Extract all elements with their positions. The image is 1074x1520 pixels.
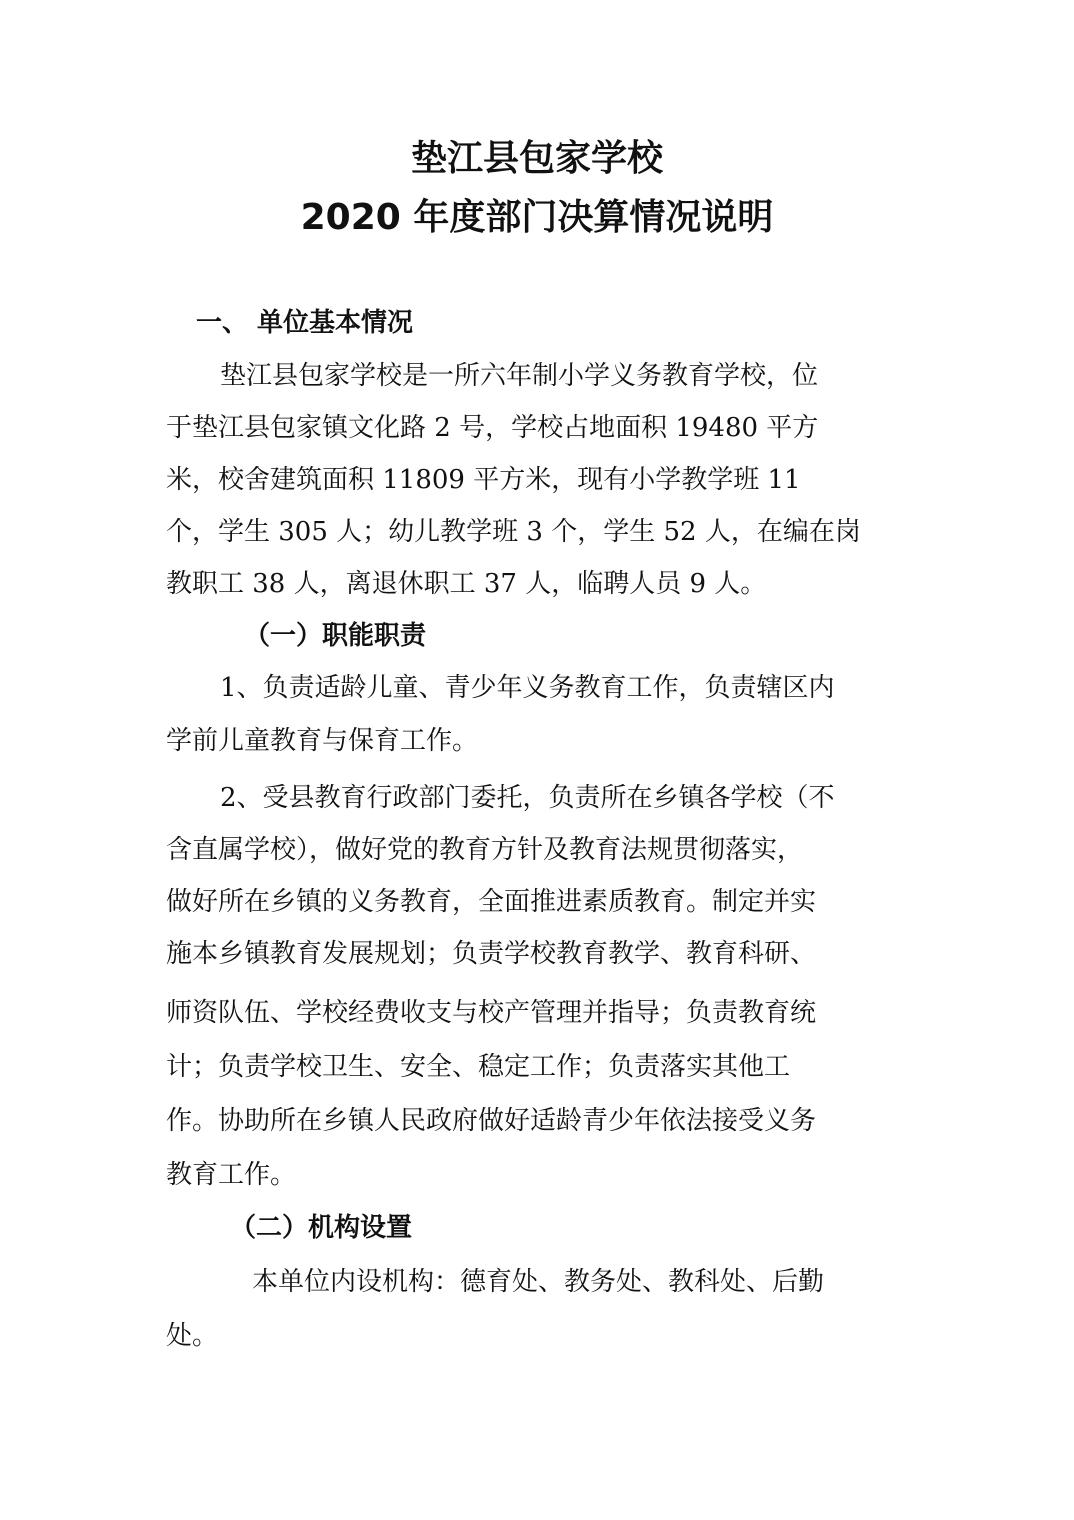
paragraph-line: 教职工 38 人，离退休职工 37 人，临聘人员 9 人。: [166, 569, 767, 599]
document-title-line2: 2020 年度部门决算情况说明: [300, 197, 774, 238]
paragraph-line: 作。协助所在乡镇人民政府做好适龄青少年依法接受义务: [166, 1106, 817, 1136]
paragraph-line: 计；负责学校卫生、安全、稳定工作；负责落实其他工: [166, 1052, 791, 1082]
paragraph-line: 于垫江县包家镇文化路 2 号，学校占地面积 19480 平方: [166, 413, 819, 443]
paragraph-line: 2、受县教育行政部门委托，负责所在乡镇各学校（不: [220, 783, 835, 813]
paragraph-line: 师资队伍、学校经费收支与校产管理并指导；负责教育统: [166, 998, 817, 1028]
paragraph-line: 个，学生 305 人；幼儿教学班 3 个，学生 52 人，在编在岗: [166, 517, 861, 547]
paragraph-line: 学前儿童教育与保育工作。: [166, 726, 479, 756]
paragraph-line: 含直属学校），做好党的教育方针及教育法规贯彻落实，: [166, 835, 804, 865]
paragraph-line: 处。: [166, 1321, 219, 1351]
subsection-heading-organization: （二）机构设置: [230, 1213, 413, 1243]
paragraph-line: 施本乡镇教育发展规划；负责学校教育教学、教育科研、: [166, 939, 817, 969]
section-heading: 一、 单位基本情况: [196, 308, 414, 338]
paragraph-line: 本单位内设机构：德育处、教务处、教科处、后勤: [252, 1267, 825, 1297]
paragraph-line: 1、负责适龄儿童、青少年义务教育工作，负责辖区内: [220, 673, 835, 703]
paragraph-line: 米，校舍建筑面积 11809 平方米，现有小学教学班 11: [166, 465, 801, 495]
subsection-heading-functions: （一）职能职责: [244, 621, 427, 651]
paragraph-line: 做好所在乡镇的义务教育，全面推进素质教育。制定并实: [166, 887, 817, 917]
paragraph-line: 教育工作。: [166, 1160, 297, 1190]
paragraph-line: 垫江县包家学校是一所六年制小学义务教育学校，位: [220, 361, 819, 391]
document-title-line1: 垫江县包家学校: [410, 138, 663, 179]
